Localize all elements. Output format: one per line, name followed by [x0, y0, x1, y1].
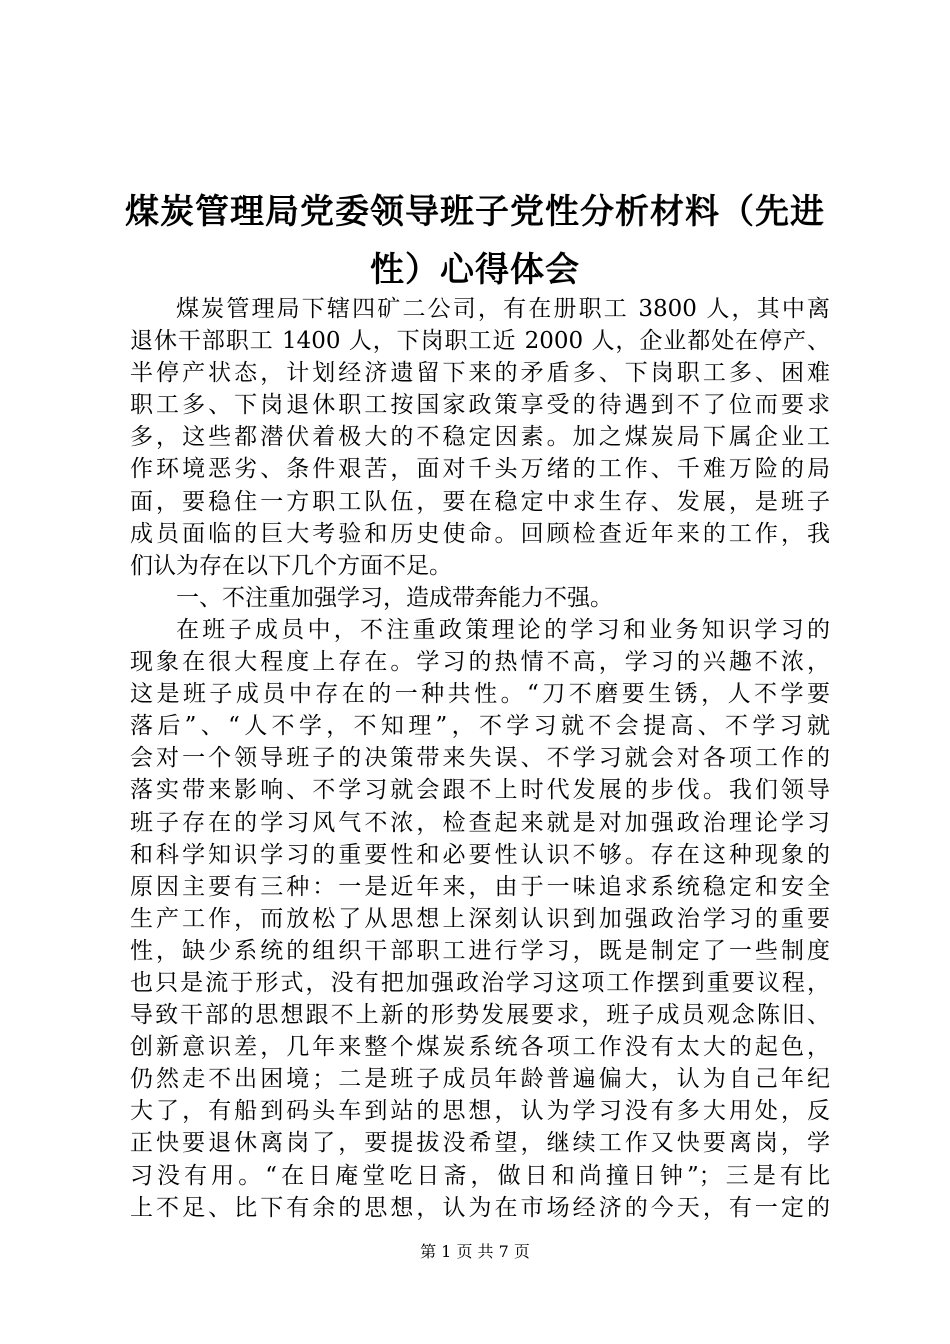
body-line: 多，这些都潜伏着极大的不稳定因素。加之煤炭局下属企业工: [130, 424, 830, 451]
body-line: 创新意识差，几年来整个煤炭系统各项工作没有太大的起色，: [130, 1034, 830, 1061]
document-title-line-1: 煤炭管理局党委领导班子党性分析材料（先进: [125, 192, 825, 232]
body-line: 导致干部的思想跟不上新的形势发展要求，班子成员观念陈旧、: [130, 1002, 830, 1029]
body-line: 退休干部职工 1400 人，下岗职工近 2000 人，企业都处在停产、: [130, 328, 830, 355]
body-line: 会对一个领导班子的决策带来失误、不学习就会对各项工作的: [130, 745, 830, 772]
body-line: 落实带来影响、不学习就会跟不上时代发展的步伐。我们领导: [130, 777, 830, 804]
body-line: 生产工作，而放松了从思想上深刻认识到加强政治学习的重要: [130, 905, 830, 932]
body-line: 面，要稳住一方职工队伍，要在稳定中求生存、发展，是班子: [130, 488, 830, 515]
body-line: 这是班子成员中存在的一种共性。“刀不磨要生锈，人不学要: [130, 681, 830, 708]
body-line: 正快要退休离岗了，要提拔没希望，继续工作又快要离岗，学: [130, 1130, 830, 1157]
body-line: 班子存在的学习风气不浓，检查起来就是对加强政治理论学习: [130, 809, 830, 836]
body-line: 落后”、“人不学，不知理”，不学习就不会提高、不学习就: [130, 713, 830, 740]
body-line: 成员面临的巨大考验和历史使命。回顾检查近年来的工作，我: [130, 520, 830, 547]
body-line: 现象在很大程度上存在。学习的热情不高，学习的兴趣不浓，: [130, 649, 830, 676]
body-line: 大了，有船到码头车到站的思想，认为学习没有多大用处，反: [130, 1098, 830, 1125]
body-line: 原因主要有三种：一是近年来，由于一味追求系统稳定和安全: [130, 873, 830, 900]
section-heading: 一、不注重加强学习，造成带奔能力不强。: [176, 584, 613, 611]
document-title-line-2: 性）心得体会: [370, 250, 580, 290]
page-footer: 第 1 页 共 7 页: [420, 1242, 530, 1261]
body-line: 习没有用。“在日庵堂吃日斋，做日和尚撞日钟”；三是有比: [130, 1162, 830, 1189]
body-line: 上不足、比下有余的思想，认为在市场经济的今天，有一定的: [130, 1194, 830, 1221]
body-line: 煤炭管理局下辖四矿二公司，有在册职工 3800 人，其中离: [176, 296, 830, 322]
body-line: 和科学知识学习的重要性和必要性认识不够。存在这种现象的: [130, 841, 830, 868]
body-line: 作环境恶劣、条件艰苦，面对千头万绪的工作、千难万险的局: [130, 456, 830, 483]
body-line: 性，缺少系统的组织干部职工进行学习，既是制定了一些制度: [130, 937, 830, 964]
body-line: 半停产状态，计划经济遗留下来的矛盾多、下岗职工多、困难: [130, 360, 830, 387]
body-line: 在班子成员中，不注重政策理论的学习和业务知识学习的: [176, 616, 830, 643]
body-line: 也只是流于形式，没有把加强政治学习这项工作摆到重要议程，: [130, 969, 830, 996]
document-body: [130, 293, 830, 1224]
body-line: 仍然走不出困境；二是班子成员年龄普遍偏大，认为自己年纪: [130, 1066, 830, 1093]
body-line: 职工多、下岗退休职工按国家政策享受的待遇到不了位而要求: [130, 392, 830, 419]
body-line: 们认为存在以下几个方面不足。: [130, 552, 452, 579]
